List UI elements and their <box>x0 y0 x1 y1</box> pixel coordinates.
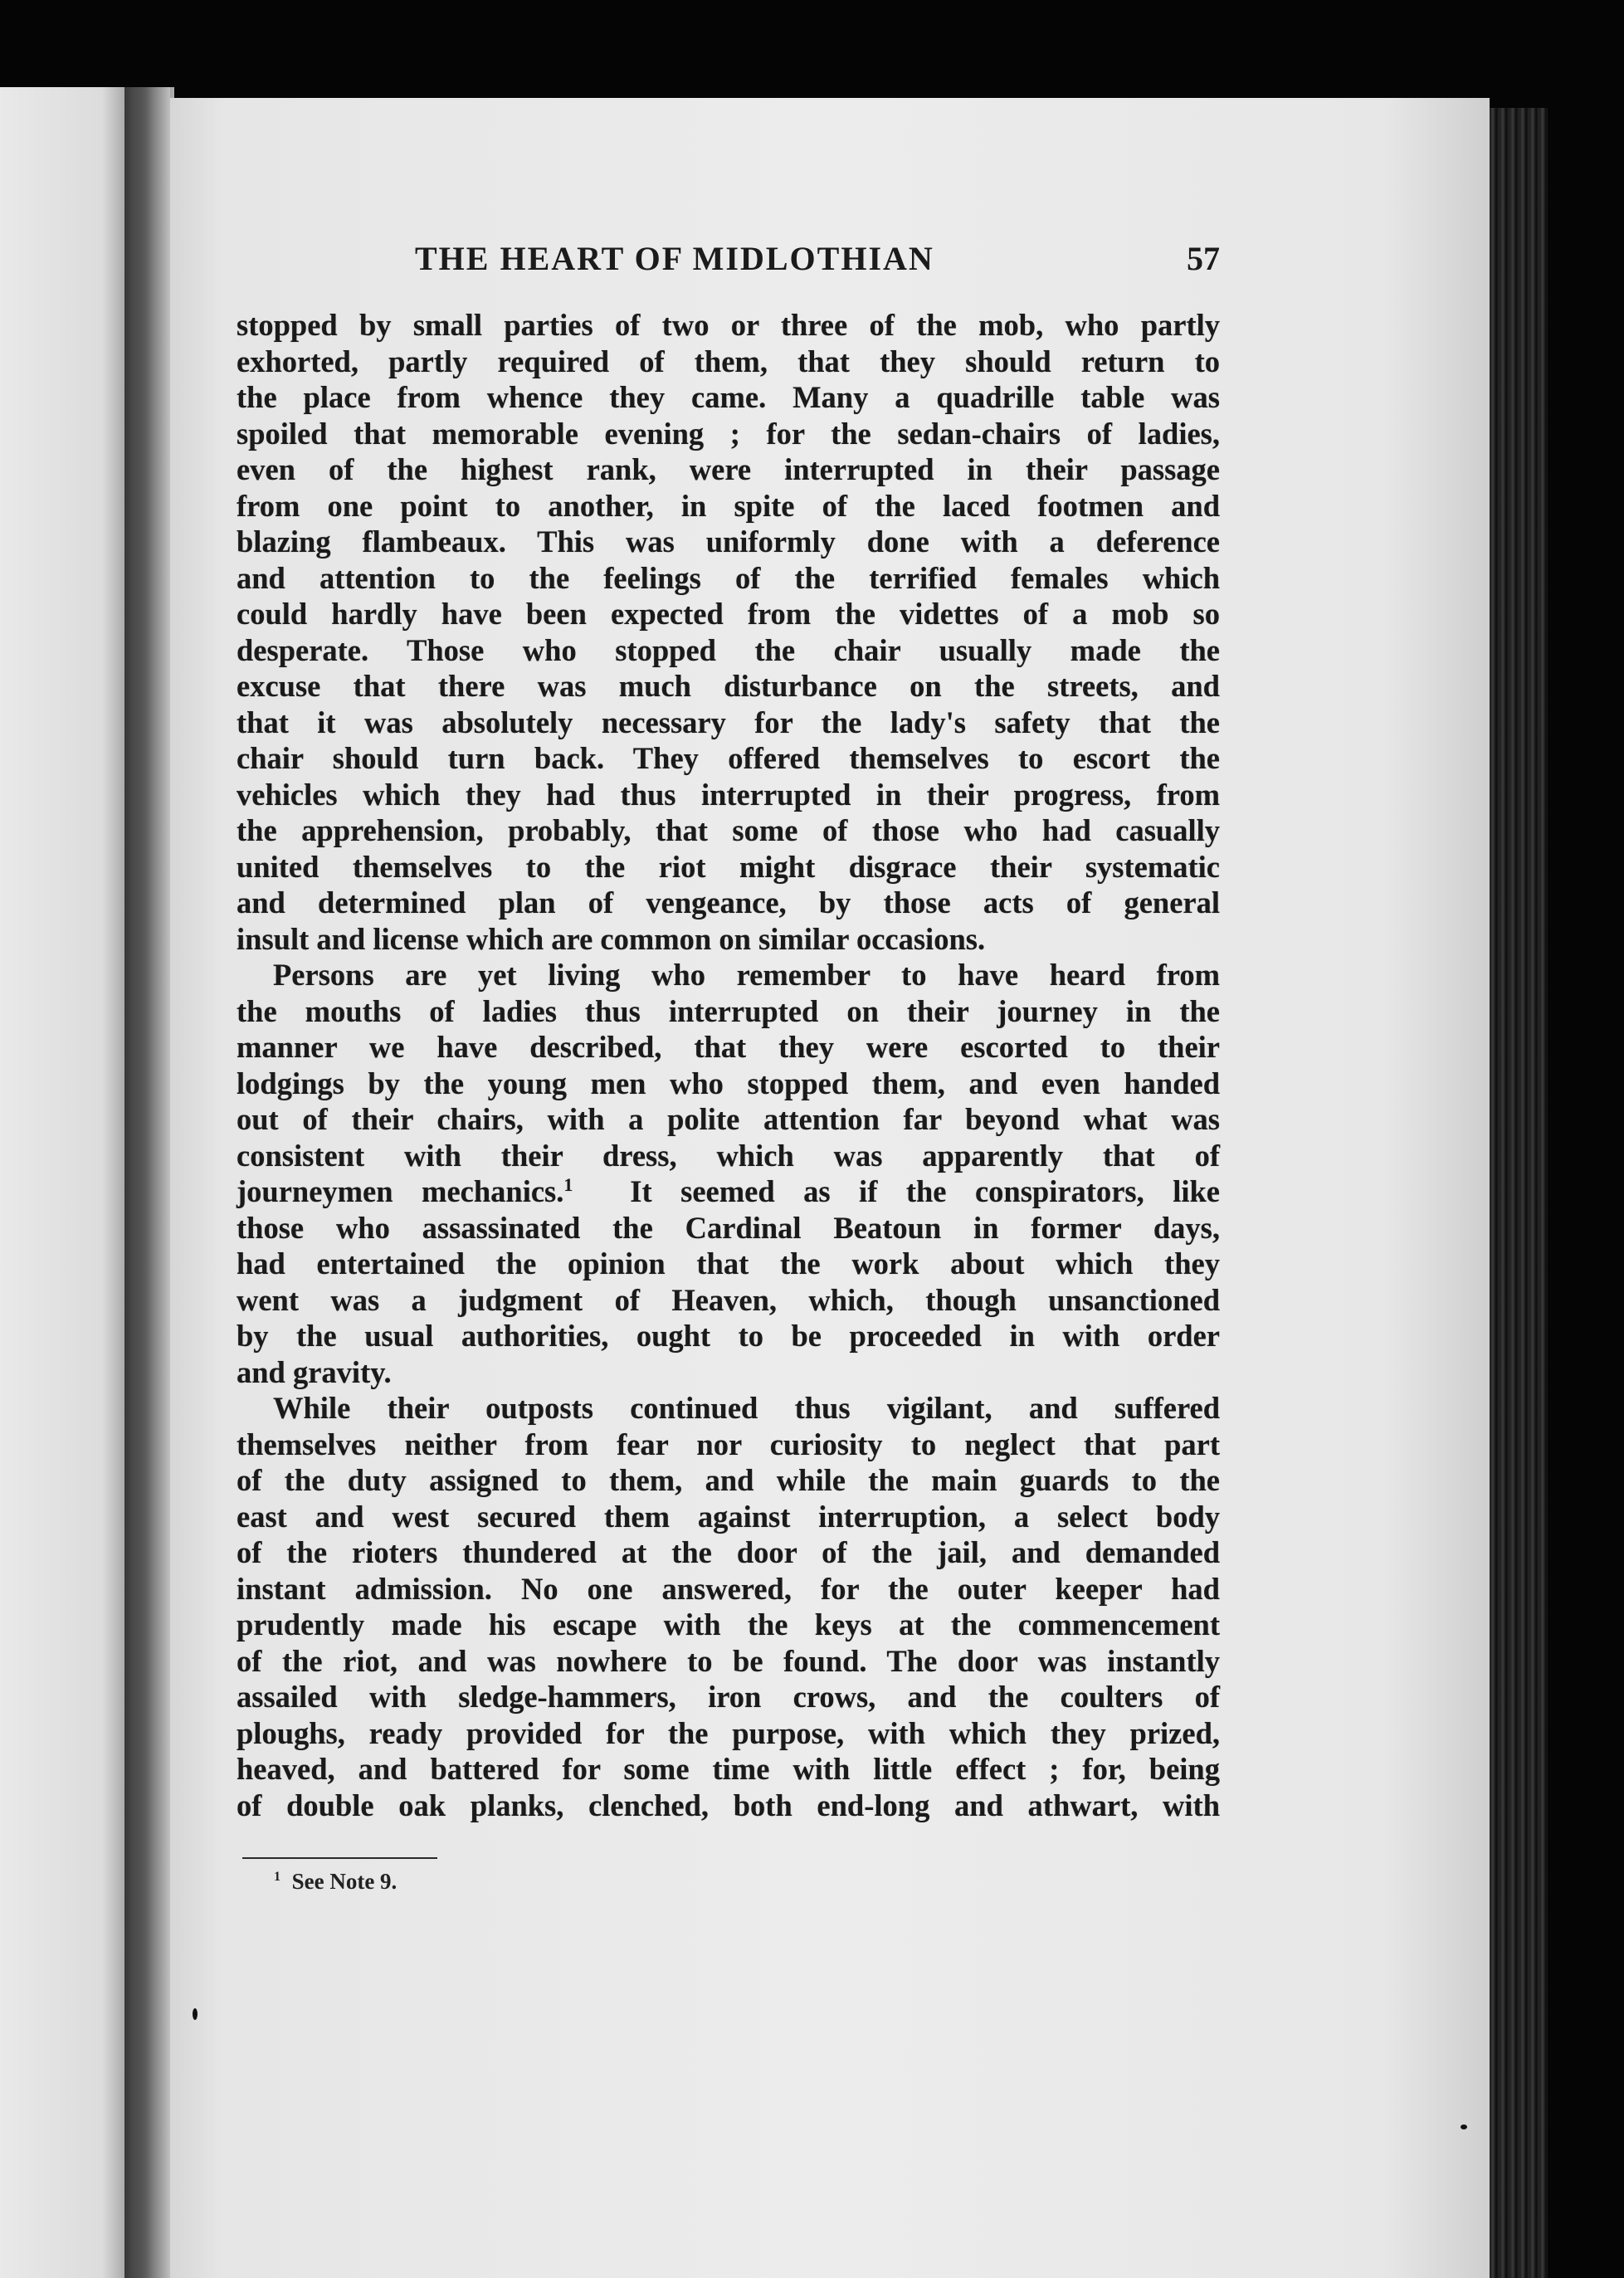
text-line-with-footnote-ref <box>237 1173 1220 1210</box>
text-line: spoiled that memorable evening ; for the sedan-chairs of ladies, <box>237 416 1220 451</box>
page-number: 57 <box>1187 240 1220 277</box>
footnote-marker: 1 <box>274 1869 281 1884</box>
text-line: prudently made his escape with the keys at the commencement <box>237 1607 1220 1641</box>
text-line: of the riot, and was nowhere to be found. The door was instantly <box>237 1643 1220 1678</box>
text-line: from one point to another, in spite of the laced footmen and <box>237 488 1220 523</box>
footnote <box>274 1869 397 1895</box>
text-line: went was a judgment of Heaven, which, though unsanctioned <box>237 1282 1220 1317</box>
text-line: the place from whence they came. Many a quadrille table was <box>237 380 1220 414</box>
text-line: and determined plan of vengeance, by those acts of general <box>237 885 1220 919</box>
text-line: the apprehension, probably, that some of those who had casually <box>237 813 1220 847</box>
text-line: lodgings by the young men who stopped them, and even handed <box>237 1066 1220 1100</box>
text-line: even of the highest rank, were interrupted in their passage <box>237 452 1220 486</box>
text-line: had entertained the opinion that the work about which they <box>237 1246 1220 1280</box>
text-line: themselves neither from fear nor curiosity to neglect that part <box>237 1427 1220 1461</box>
text-line: the mouths of ladies thus interrupted on their journey in the <box>237 993 1220 1028</box>
text-line: east and west secured them against interruption, a select body <box>237 1499 1220 1534</box>
running-title: THE HEART OF MIDLOTHIAN <box>415 240 934 277</box>
book-gutter <box>124 87 174 2278</box>
footnote-divider <box>242 1857 437 1859</box>
scan-speck <box>1461 2124 1467 2129</box>
text-line: instant admission. No one answered, for the outer keeper had <box>237 1571 1220 1606</box>
running-head <box>237 239 1220 297</box>
text-line: assailed with sledge-hammers, iron crows, and the coulters of <box>237 1680 1220 1714</box>
text-line: blazing flambeaux. This was uniformly done with a deference <box>237 524 1220 559</box>
paragraph-start-line: While their outposts continued thus vigilant, and suffered <box>273 1391 1220 1425</box>
text-line: of the duty assigned to them, and while the main guards to the <box>237 1463 1220 1497</box>
text-line: exhorted, partly required of them, that they should return to <box>237 344 1220 378</box>
text-line: vehicles which they had thus interrupted in their progress, from <box>237 777 1220 812</box>
text-line: consistent with their dress, which was apparently that of <box>237 1138 1220 1173</box>
text-line: could hardly have been expected from the videttes of a mob so <box>237 597 1220 631</box>
text-line: and gravity. <box>237 1354 392 1389</box>
text-segment: It seemed as if the conspirators, like <box>630 1174 1221 1208</box>
footnote-text: See Note 9. <box>291 1869 397 1894</box>
scan-speck <box>193 2008 198 2020</box>
text-line: by the usual authorities, ought to be proceeded in with order <box>237 1319 1220 1353</box>
text-line: those who assassinated the Cardinal Beatoun in former days, <box>237 1210 1220 1245</box>
footnote-reference: 1 <box>563 1173 573 1195</box>
text-line: that it was absolutely necessary for the lady's safety that the <box>237 705 1220 739</box>
text-segment: journeymen mechanics. <box>237 1174 564 1208</box>
text-line: of the rioters thundered at the door of the jail, and demanded <box>237 1535 1220 1569</box>
text-line: ploughs, ready provided for the purpose, with which they prized, <box>237 1715 1220 1750</box>
text-line: desperate. Those who stopped the chair usually made the <box>237 632 1220 667</box>
text-line: and attention to the feelings of the terrified females which <box>237 560 1220 595</box>
text-line: of double oak planks, clenched, both end-long and athwart, with <box>237 1788 1220 1822</box>
text-line: excuse that there was much disturbance on the streets, and <box>237 669 1220 703</box>
text-line: united themselves to the riot might disgrace their systematic <box>237 849 1220 884</box>
text-line: chair should turn back. They offered themselves to escort the <box>237 741 1220 775</box>
text-line: heaved, and battered for some time with little effect ; for, being <box>237 1752 1220 1786</box>
text-line: stopped by small parties of two or three of the mob, who partly <box>237 308 1220 342</box>
text-line: insult and license which are common on similar occasions. <box>237 921 986 956</box>
page-stack-edges <box>1490 108 1548 2278</box>
body-text <box>237 307 1220 1823</box>
paragraph-start-line: Persons are yet living who remember to have heard from <box>273 958 1220 992</box>
text-line: out of their chairs, with a polite attention far beyond what was <box>237 1102 1220 1136</box>
text-line: manner we have described, that they were escorted to their <box>237 1030 1220 1064</box>
